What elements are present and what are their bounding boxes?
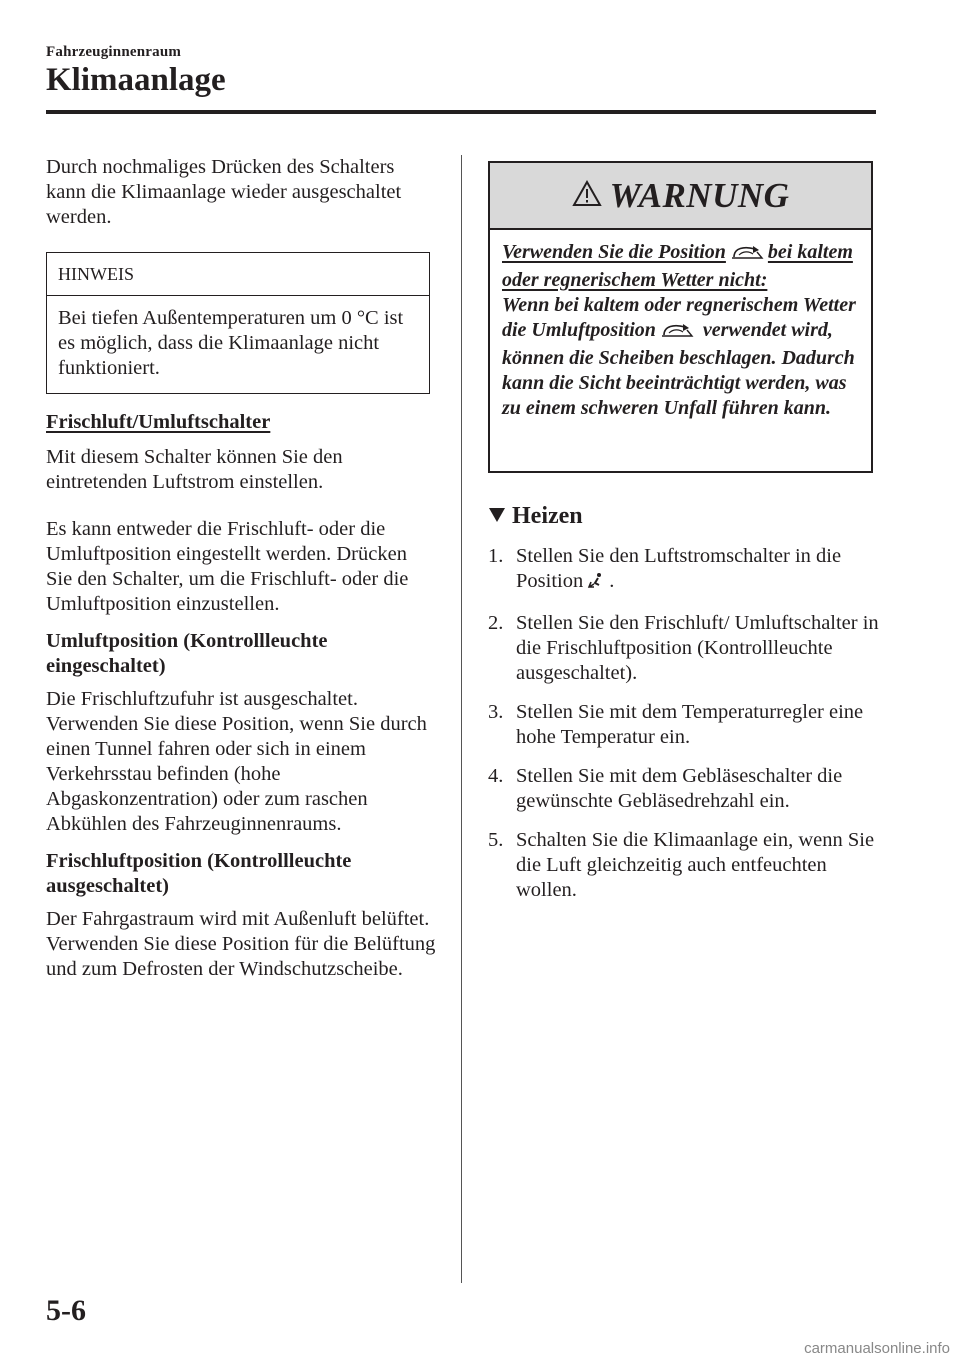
recirculation-icon <box>659 321 695 346</box>
list-item <box>488 828 880 903</box>
note-title: HINWEIS <box>47 253 429 296</box>
step-text: Schalten Sie die Klimaanlage ein, wenn Sie die Luft gleichzeitig auch entfeuchten wollen. <box>516 829 875 901</box>
page-number: 5-6 <box>46 1294 86 1327</box>
section-label: Fahrzeuginnenraum <box>46 44 182 60</box>
step-number: 4. <box>488 765 504 787</box>
warning-body <box>490 230 871 431</box>
step-number: 5. <box>488 829 504 851</box>
list-item <box>488 700 880 750</box>
list-item <box>488 544 880 597</box>
step-text-b: . <box>609 570 615 592</box>
warning-triangle-icon <box>572 180 602 212</box>
list-item <box>488 611 880 686</box>
warning-text <box>502 293 859 421</box>
note-box <box>46 252 430 394</box>
warning-title: WARNUNG <box>609 175 790 215</box>
fresh-body: Der Fahrgastraum wird mit Außenluft belüftet. Verwenden Sie diese Position für die Belüftung und zum Defrosten der Windschutzscheibe. <box>46 908 436 980</box>
step-text: Stellen Sie mit dem Gebläseschalter die gewünschte Gebläsedrehzahl ein. <box>516 765 843 812</box>
recirculation-icon <box>729 243 765 268</box>
step-number: 2. <box>488 612 504 634</box>
fresh-heading: Frischluftposition (Kontrollleuchte ausgeschaltet) <box>46 850 352 897</box>
step-text: Stellen Sie den Frischluft/ Umluftschalter in die Frischluftposition (Kontrollleuchte ausgeschaltet). <box>516 612 879 684</box>
column-divider <box>461 155 462 1283</box>
step-text: Stellen Sie mit dem Temperaturregler eine hohe Temperatur ein. <box>516 701 864 748</box>
step-number: 3. <box>488 701 504 723</box>
warning-body-a: Wenn bei kaltem oder regnerischem Wetter die Umluftposition <box>502 294 856 341</box>
left-column <box>46 155 436 982</box>
warning-sub-b: bei kaltem oder regnerischem Wetter nicht: <box>502 241 853 291</box>
recirc-body: Die Frischluftzufuhr ist ausgeschaltet. Verwenden Sie diese Position, wenn Sie durch einen Tunnel fahren oder sich in einem Verkehrsstau befinden (hohe Abgaskonzentration) oder zum raschen Abkühlen des Fahrzeuginnenraums. <box>46 688 427 835</box>
triangle-down-icon <box>488 503 506 530</box>
switch-heading: Frischluft/Umluftschalter <box>46 411 271 433</box>
warning-subheading <box>502 240 859 293</box>
warning-header <box>490 163 871 230</box>
warning-sub-a: Verwenden Sie die Position <box>502 241 726 263</box>
heating-heading-text: Heizen <box>512 503 583 529</box>
warning-box <box>488 161 873 473</box>
heating-steps <box>488 544 880 917</box>
watermark: carmanualsonline.info <box>804 1340 950 1357</box>
page-title: Klimaanlage <box>46 62 226 98</box>
switch-paragraph-1: Mit diesem Schalter können Sie den eintretenden Luftstrom einstellen. <box>46 446 343 493</box>
intro-paragraph: Durch nochmaliges Drücken des Schalters kann die Klimaanlage wieder ausgeschaltet werden. <box>46 156 402 228</box>
note-body: Bei tiefen Außentemperaturen um 0 °C ist es möglich, dass die Klimaanlage nicht funktioniert. <box>58 307 404 379</box>
step-text-a: Stellen Sie den Luftstromschalter in die Position <box>516 545 842 592</box>
warning-body-b: verwendet wird, können die Scheiben beschlagen. Dadurch kann die Sicht beeinträchtigt werden, was zu einem schweren Unfall führen kann. <box>502 319 855 419</box>
list-item <box>488 764 880 814</box>
recirc-heading: Umluftposition (Kontrollleuchte eingeschaltet) <box>46 630 328 677</box>
step-number: 1. <box>488 545 504 567</box>
heating-heading <box>488 503 583 530</box>
floor-airflow-icon <box>586 572 606 597</box>
header-divider <box>46 110 876 114</box>
switch-paragraph-2: Es kann entweder die Frischluft- oder die Umluftposition eingestellt werden. Drücken Sie den Schalter, um die Frischluft- oder die Umluftposition einzustellen. <box>46 518 409 615</box>
step-text <box>516 544 880 597</box>
